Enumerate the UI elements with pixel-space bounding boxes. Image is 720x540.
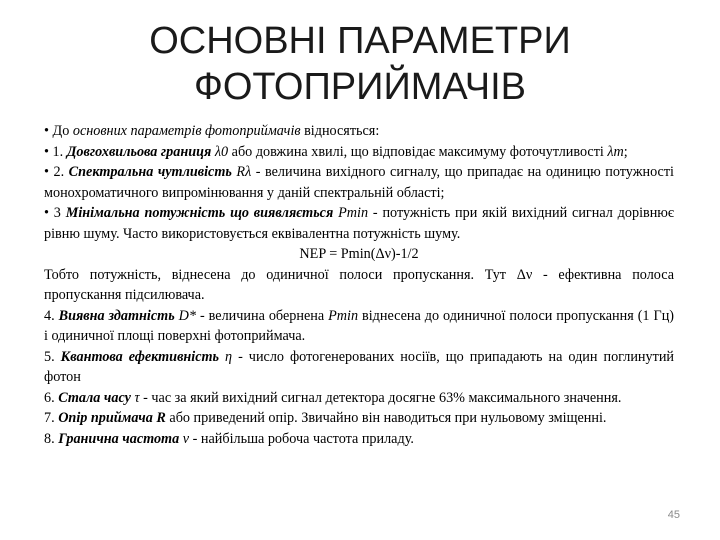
item-7-term: Опір приймача R [58,410,166,426]
item-4-term: Виявна здатність [58,307,175,324]
item-6-symbol: τ [134,389,140,406]
formula-explanation: Тобто потужність, віднесена до одиничної полоси пропускання. Тут Δν - ефективна полоса пропускання підсилювача. [44,266,674,303]
item-3-prefix: • 3 [44,205,66,221]
item-4-symbol: D* [178,307,197,324]
item-5-term: Квантова ефективність [60,348,220,365]
slide-body [44,121,674,449]
item-3-symbol: Pmin [338,205,369,221]
intro-suffix: відносяться: [300,123,380,139]
title-line-1: ОСНОВНІ ПАРАМЕТРИ [149,20,571,62]
item-8-term: Гранична частота [58,430,180,447]
item-4-text-1: - величина обернена [196,307,329,324]
item-8-text: - найбільша робоча частота приладу. [189,430,414,447]
item-2 [44,162,674,203]
slide-number: 45 [667,509,680,521]
title-line-2: ФОТОПРИЙМАЧІВ [193,66,527,108]
nep-formula: NEP = Pmin(Δν)-1/2 [299,246,419,262]
slide-title [0,18,720,110]
item-7-prefix: 7. [44,410,59,426]
item-4-prefix: 4. [44,307,59,324]
item-3-term-2: потужність що виявляється [144,205,334,221]
item-2-prefix: • 2. [44,164,69,180]
item-5-text: - число фотогенерованих носіїв, що припадають на один поглинутий фотон [44,348,675,385]
item-4-text-2: віднесена до одиничної полоси пропускання (1 Гц) і одиничної площі поверхні фотоприймача. [44,307,675,344]
item-8-symbol: ν [182,430,190,447]
item-1-text: або довжина хвилі, що відповідає максимуму фоточутливості [228,143,608,160]
item-1-lambda0: λ0 [214,143,229,160]
item-6-text: - час за який вихідний сигнал детектора досягне 63% максимального значення. [139,389,622,406]
item-5-symbol: η [225,348,233,365]
item-1-term: Довгохвильова границя [66,143,212,160]
item-1 [44,142,674,163]
item-5 [44,347,674,388]
item-3 [44,203,674,244]
item-4-symbol-2: Pmin [328,307,359,324]
item-1-lambdam: λm [607,143,624,160]
item-8 [44,429,674,450]
item-2-text: - величина вихідного сигналу, що припадає на одиницю потужності монохроматичного випромінювання у даній спектральній області; [44,164,674,201]
item-6 [44,388,674,409]
item-1-prefix: • 1. [44,143,67,160]
item-3-term-1: Мінімальна [65,205,140,221]
item-6-prefix: 6. [44,389,59,406]
item-6-term: Стала часу [58,389,131,406]
intro-prefix: • До [44,123,73,139]
item-2-term: Спектральна чутливість [68,164,232,180]
intro-paragraph [44,121,674,142]
item-2-symbol: Rλ [236,164,252,180]
item-3-text: - потужність при якій вихідний сигнал дорівнює рівню шуму. Часто використовується еквівалентна потужність шуму. [44,205,674,242]
item-7-text: або приведений опір. Звичайно він наводиться при нульовому зміщенні. [165,410,607,426]
item-8-prefix: 8. [44,430,59,447]
item-4 [44,306,674,347]
item-7 [44,408,674,429]
intro-emphasis: основних параметрів фотоприймачів [72,123,301,139]
item-5-prefix: 5. [44,348,61,365]
item-1-suffix: ; [623,143,628,160]
